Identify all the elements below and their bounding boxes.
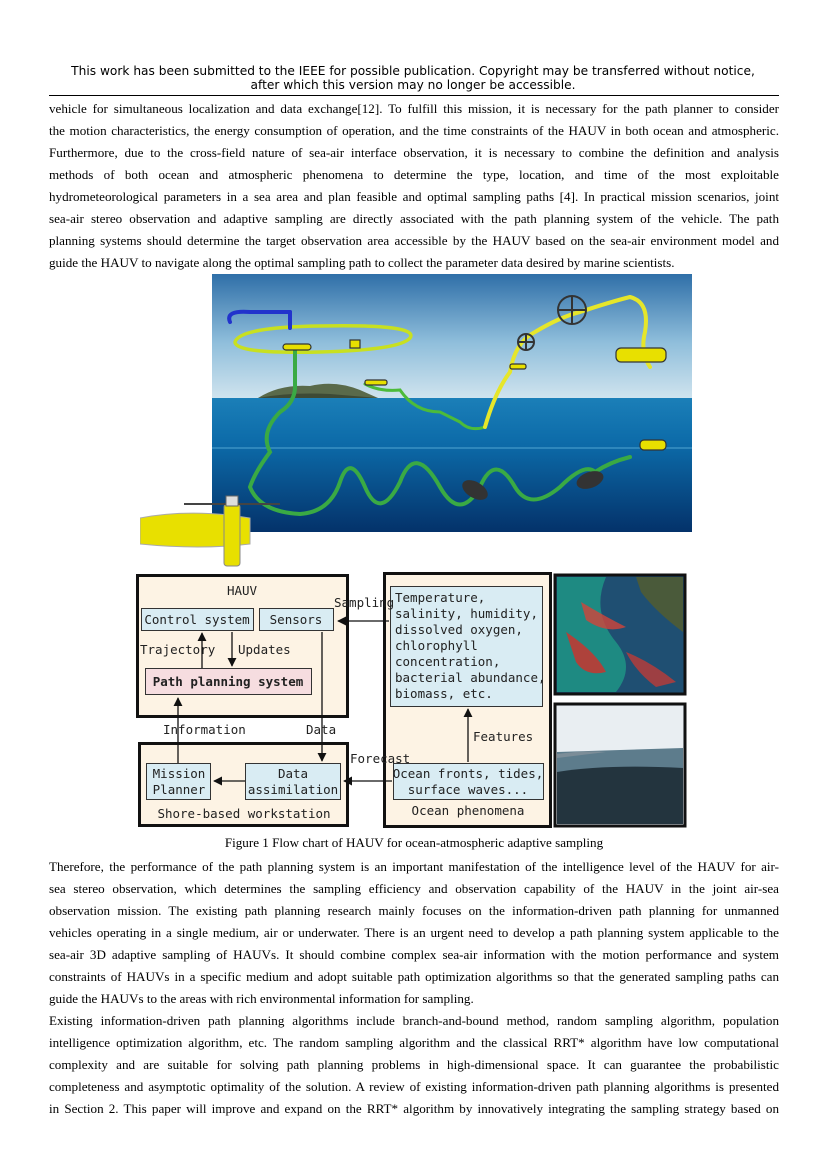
paragraph-2 (49, 856, 779, 1010)
parameter-line: chlorophyll (395, 638, 478, 653)
text-line: in Section 2. This paper will improve and expand on the RRT* algorithm by innovatively integrating the sampling strategy based on (49, 1101, 779, 1116)
paragraph-3 (49, 1010, 779, 1120)
parameter-line: dissolved oxygen, (395, 622, 523, 637)
trajectory-label: Trajectory (140, 642, 216, 657)
shore-title: Shore-based workstation (157, 806, 331, 821)
text-line: observation mission. The existing path planning research mainly focuses on the information-driven path planning for unmanned (49, 903, 779, 918)
text-line: complexity and are suitable for solving path planning problems in high-dimensional space. It can guarantee the probabilistic (49, 1057, 779, 1072)
sensors-label: Sensors (269, 612, 323, 627)
paragraph-1 (49, 98, 779, 274)
parameter-line: salinity, humidity, (395, 606, 538, 621)
text-line: vehicles operating in a single medium, air or underwater. There is an urgent need to develop a path planning system applicable to the (49, 925, 779, 940)
parameter-line: bacterial abundance, (395, 670, 546, 685)
flow-chart (136, 572, 688, 828)
text-line: hydrometeorological parameters in a sea area and plan feasible and optimal sampling paths [4]. In practical mission scenarios, joint (49, 189, 779, 204)
parameter-line: concentration, (395, 654, 501, 669)
hauv-title: HAUV (226, 583, 258, 598)
ocean-front-photo (555, 704, 685, 826)
header-rule (49, 95, 779, 96)
figure-caption: Figure 1 Flow chart of HAUV for ocean-atmospheric adaptive sampling (224, 835, 604, 850)
text-line: vehicle for simultaneous localization and data exchange[12]. To fulfill this mission, it is necessary for the path planner to consider (49, 101, 779, 116)
hauv-scene-illustration (140, 272, 696, 568)
text-line: methods of both ocean and atmospheric phenomena to determine the type, location, and time of the most exploitable (49, 167, 779, 182)
sky (212, 274, 692, 398)
data-label: Data (306, 722, 337, 737)
forecast-label: Forecast (350, 751, 411, 766)
features-label: Features (473, 729, 534, 744)
information-label: Information (163, 722, 246, 737)
data-assimilation-label: Data (277, 766, 309, 781)
text-line: planning systems should determine the target observation area accessible by the HAUV based on the sea-air environment model and (49, 233, 779, 248)
text-line: Existing information-driven path planning algorithms include branch-and-bound method, random sampling algorithm, population (49, 1013, 779, 1028)
notice-line-1: This work has been submitted to the IEEE for possible publication. Copyright may be transferred without notice, (71, 64, 755, 78)
ocean-phenomena-title: Ocean phenomena (411, 803, 525, 818)
text-line: guide the HAUVs to the areas with rich environmental information for sampling. (49, 991, 474, 1006)
algal-bloom-photo (555, 575, 685, 694)
text-line: Furthermore, due to the cross-field nature of sea-air interface observation, it is necessary to combine the definition and analysis (49, 145, 779, 160)
text-line: sea-air stereo observation and adaptive sampling are directly associated with the path planning system of the vehicle. The path (49, 211, 779, 226)
parameter-line: biomass, etc. (395, 686, 493, 701)
data-assimilation-label: assimilation (247, 782, 339, 797)
text-line: the motion characteristics, the energy consumption of operation, and the time constraints of the HAUV in both ocean and atmospheric. (49, 123, 779, 138)
text-line: intelligence optimization algorithm, etc. The random sampling algorithm and the classical RRT* algorithm have low computational (49, 1035, 779, 1050)
sampling-label: Sampling (334, 595, 395, 610)
parameter-line: Temperature, (395, 590, 486, 605)
text-line: constraints of HAUVs in a specific medium and adopt suitable path optimization algorithms so that the generated sampling paths can (49, 969, 779, 984)
text-line: guide the HAUV to navigate along the optimal sampling path to collect the parameter data desired by marine scientists. (49, 255, 675, 270)
mission-planner-label: Planner (152, 782, 206, 797)
text-line: sea stereo observation, which determines the sampling efficiency and observation capability of the HAUV in the joint air-sea (49, 881, 779, 896)
mission-planner-label: Mission (152, 766, 206, 781)
text-line: completeness and asymptotic optimality of the solution. A review of existing information-driven path planning algorithms is presented (49, 1079, 779, 1094)
updates-label: Updates (238, 642, 291, 657)
text-line: sea-air 3D adaptive sampling of HAUVs. It should combine complex sea-air information with the motion performance and system (49, 947, 779, 962)
control-system-label: Control system (144, 612, 250, 627)
text-line: Therefore, the performance of the path planning system is an important manifestation of the intelligence level of the HAUV for air- (49, 859, 779, 874)
notice-line-2: after which this version may no longer be accessible. (250, 78, 576, 92)
path-planning-label: Path planning system (152, 674, 304, 689)
copyright-notice (48, 64, 778, 92)
ocean-fronts-label: Ocean fronts, tides, (392, 766, 544, 781)
ocean-fronts-label: surface waves... (407, 782, 529, 797)
